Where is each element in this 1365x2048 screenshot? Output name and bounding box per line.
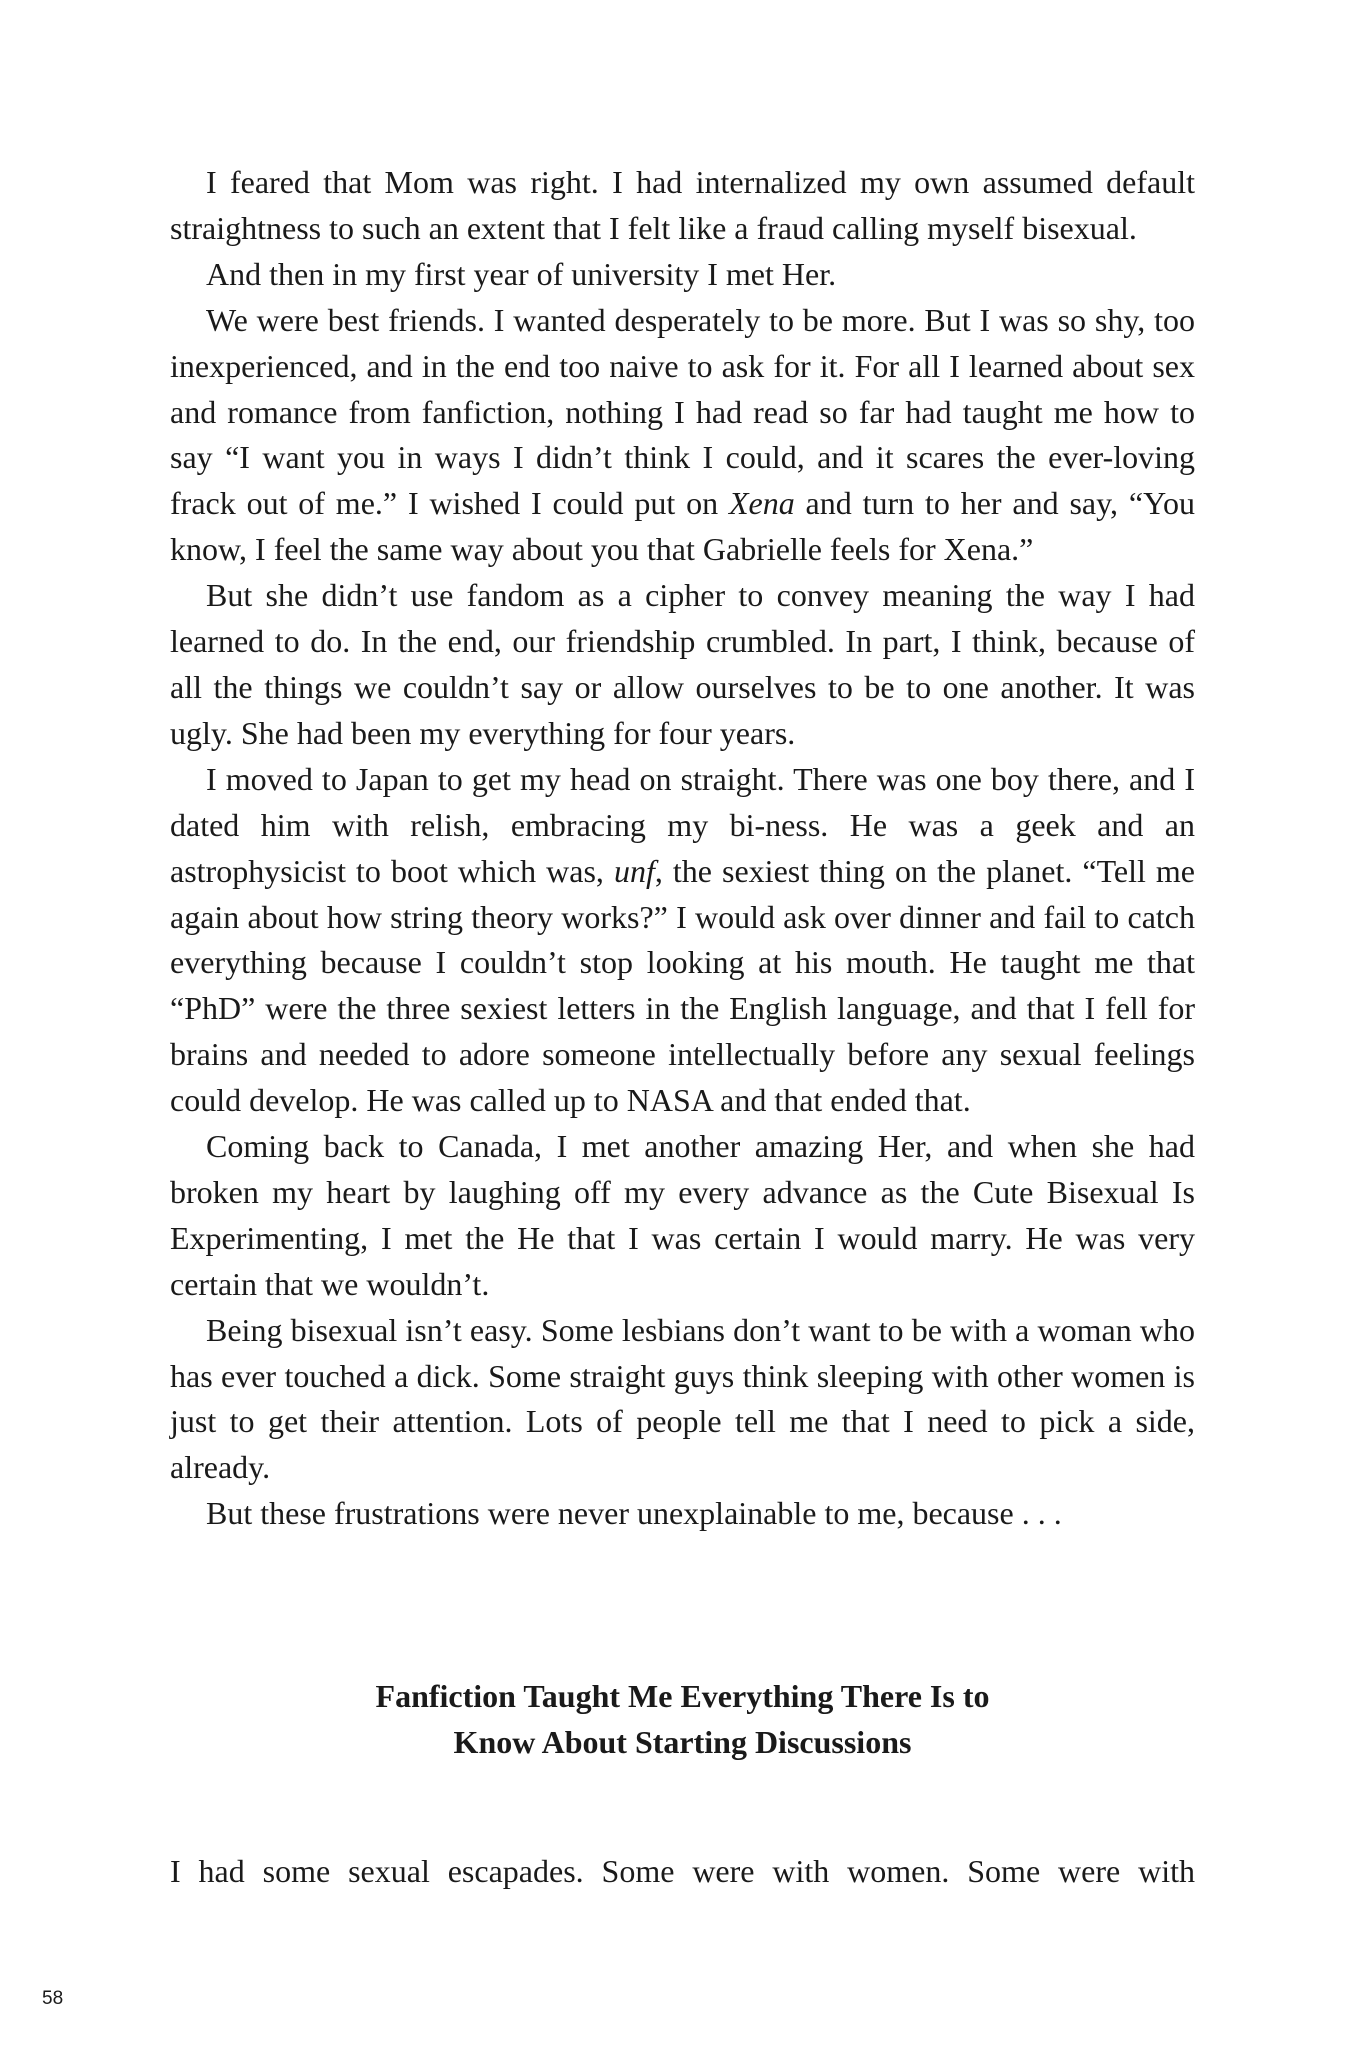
paragraph-text: We were best friends. I wanted desperately to be more. But I was so shy, too inexperienced, and in the end too naive to ask for it. For all I learned about sex and romance from fanfiction, nothing I had read so far had taught me how to say “I want you in ways I didn’t think I could, and it scares the ever-loving frack out of me.” I wished I could put on xyxy=(170,301,1195,522)
paragraph xyxy=(170,573,1195,757)
paragraph-text: Coming back to Canada, I met another amazing Her, and when she had broken my heart by laughing off my every advance as the Cute Bisexual Is Experimenting, I met the He that I was certain I would marry. He was very certain that we wouldn’t. xyxy=(170,1128,1195,1302)
body-text xyxy=(170,160,1195,1537)
section-heading xyxy=(170,1673,1195,1765)
section-heading-line-2: Know About Starting Discussions xyxy=(453,1724,912,1760)
italic-title: Xena xyxy=(728,485,795,522)
paragraph-text: But she didn’t use fandom as a cipher to convey meaning the way I had learned to do. In the end, our friendship crumbled. In part, I think, because of all the things we couldn’t say or allow ourselves to be to one another. It was ugly. She had been my everything for four years. xyxy=(170,577,1195,751)
paragraph-text: And then in my first year of university I met Her. xyxy=(206,255,837,292)
section-heading-line-1: Fanfiction Taught Me Everything There Is to xyxy=(375,1678,990,1714)
section-first-line: I had some sexual escapades. Some were with women. Some were with xyxy=(170,1853,1195,1889)
paragraph xyxy=(170,1124,1195,1308)
paragraph xyxy=(170,1308,1195,1492)
paragraph xyxy=(170,1491,1195,1537)
page-number: 58 xyxy=(42,1988,64,2009)
paragraph-text: But these frustrations were never unexplainable to me, because . . . xyxy=(206,1495,1062,1532)
paragraph xyxy=(170,160,1195,252)
paragraph-text: Being bisexual isn’t easy. Some lesbians don’t want to be with a woman who has ever touched a dick. Some straight guys think sleeping with other women is just to get their attention. Lots of people tell me that I need to pick a side, already. xyxy=(170,1311,1195,1486)
paragraph-text: and turn to her and say, “You know, I feel the same way about you that Gabrielle feels for Xena.” xyxy=(170,485,1195,568)
paragraph xyxy=(170,252,1195,298)
paragraph xyxy=(170,298,1195,573)
paragraph-text: , the sexiest thing on the planet. “Tell me again about how string theory works?” I would ask over dinner and fail to catch everything because I couldn’t stop looking at his mouth. He taught me that “PhD” were the three sexiest letters in the English language, and that I fell for brains and needed to adore someone intellectually before any sexual feelings could develop. He was called up to NASA and that ended that. xyxy=(170,852,1196,1119)
italic-title: unf xyxy=(613,852,655,889)
paragraph xyxy=(170,757,1195,1124)
paragraph-text: I feared that Mom was right. I had internalized my own assumed default straightness to such an extent that I felt like a fraud calling myself bisexual. xyxy=(170,164,1195,246)
paragraph-text: I moved to Japan to get my head on straight. There was one boy there, and I dated him with relish, embracing my bi-ness. He was a geek and an astrophysicist to boot which was, xyxy=(170,760,1195,889)
